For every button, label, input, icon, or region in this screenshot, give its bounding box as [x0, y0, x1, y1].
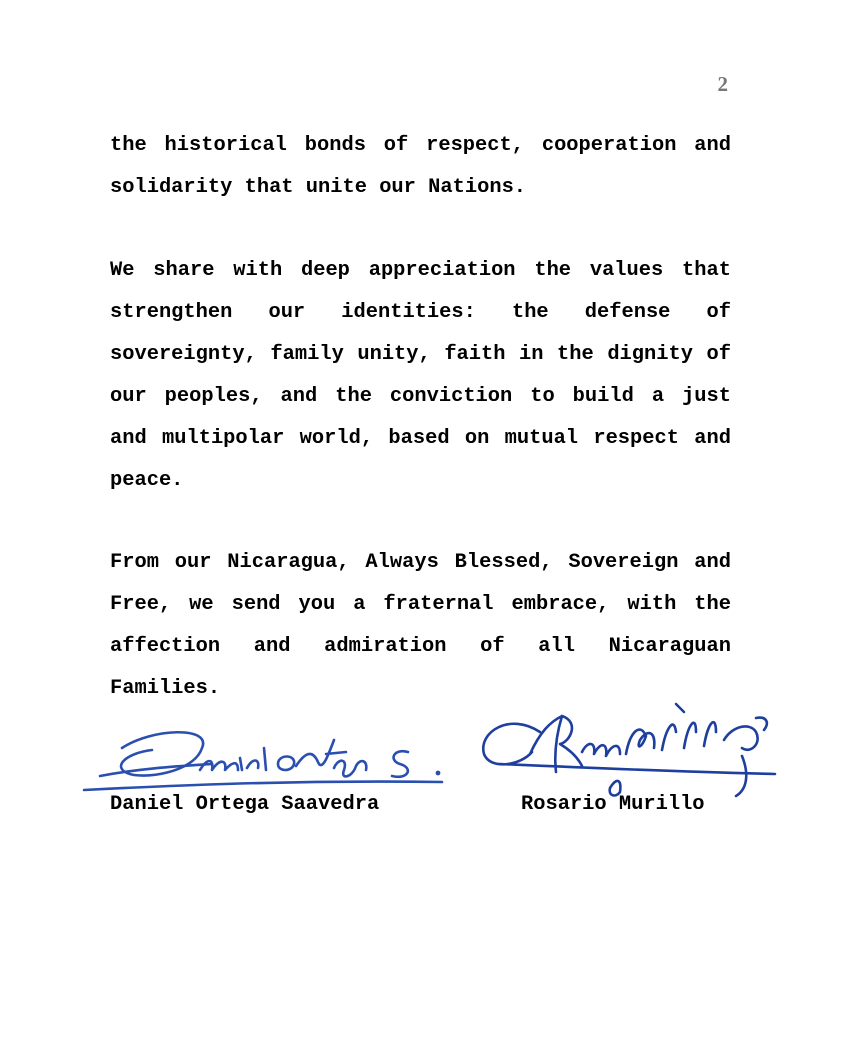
signature-rosario-murillo	[470, 692, 785, 802]
page-number: 2	[717, 72, 728, 96]
signer-name-daniel-ortega: Daniel Ortega Saavedra	[110, 793, 380, 816]
paragraph-3: From our Nicaragua, Always Blessed, Sovereign and Free, we send you a fraternal embrace, with the affection and admiration of all Nicaraguan Families.	[110, 551, 731, 700]
paragraph-1: the historical bonds of respect, cooperation and solidarity that unite our Nations.	[110, 134, 731, 199]
paragraph-2: We share with deep appreciation the values that strengthen our identities: the defense of sovereignty, family unity, faith in the dignity of our peoples, and the conviction to build a just and multipolar world, based on mutual respect and peace.	[110, 259, 731, 492]
signer-name-rosario-murillo: Rosario Murillo	[521, 793, 705, 816]
